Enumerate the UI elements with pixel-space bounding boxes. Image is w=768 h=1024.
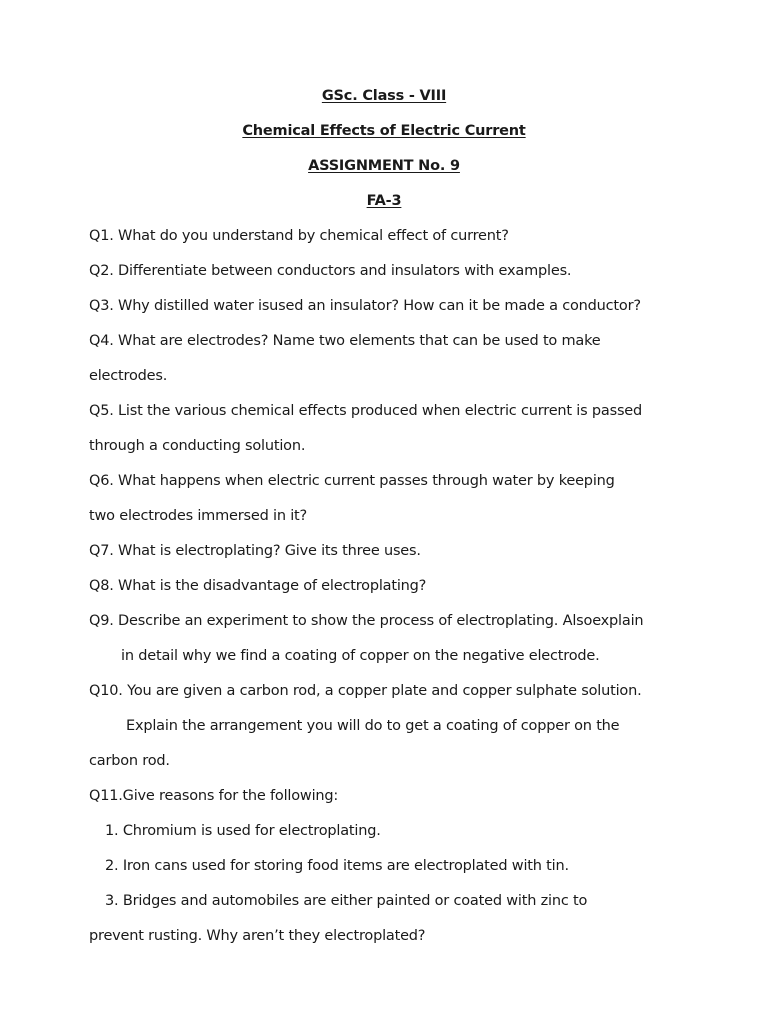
question-11-item-3-line-1: 3. Bridges and automobiles are either painted or coated with zinc to — [105, 893, 588, 909]
question-4-line-1: Q4. What are electrodes? Name two elements that can be used to make — [89, 333, 601, 349]
class-heading: GSc. Class - VIII — [321, 88, 447, 104]
question-11: Q11.Give reasons for the following: — [89, 788, 339, 804]
assignment-heading: ASSIGNMENT No. 9 — [308, 158, 460, 174]
question-3: Q3. Why distilled water isused an insulator? How can it be made a conductor? — [89, 298, 641, 314]
question-11-item-1: 1. Chromium is used for electroplating. — [105, 823, 381, 839]
question-1: Q1. What do you understand by chemical effect of current? — [89, 228, 509, 244]
question-8: Q8. What is the disadvantage of electroplating? — [89, 578, 427, 594]
subject-heading: Chemical Effects of Electric Current — [242, 123, 526, 139]
question-11-item-3-line-2: prevent rusting. Why aren’t they electroplated? — [89, 928, 426, 944]
question-7: Q7. What is electroplating? Give its three uses. — [89, 543, 421, 559]
question-4-line-2: electrodes. — [89, 368, 168, 384]
question-6-line-1: Q6. What happens when electric current passes through water by keeping — [89, 473, 615, 489]
question-9-line-1: Q9. Describe an experiment to show the process of electroplating. Alsoexplain — [89, 613, 644, 629]
question-10-line-3: carbon rod. — [89, 753, 170, 769]
question-10-line-2: Explain the arrangement you will do to get a coating of copper on the — [126, 718, 620, 734]
term-heading: FA-3 — [366, 193, 402, 209]
question-5-line-1: Q5. List the various chemical effects produced when electric current is passed — [89, 403, 643, 419]
question-6-line-2: two electrodes immersed in it? — [89, 508, 308, 524]
question-5-line-2: through a conducting solution. — [89, 438, 306, 454]
question-11-item-2: 2. Iron cans used for storing food items are electroplated with tin. — [105, 858, 569, 874]
question-9-line-2: in detail why we find a coating of copper on the negative electrode. — [121, 648, 600, 664]
question-2: Q2. Differentiate between conductors and insulators with examples. — [89, 263, 572, 279]
question-10-line-1: Q10. You are given a carbon rod, a copper plate and copper sulphate solution. — [89, 683, 642, 699]
